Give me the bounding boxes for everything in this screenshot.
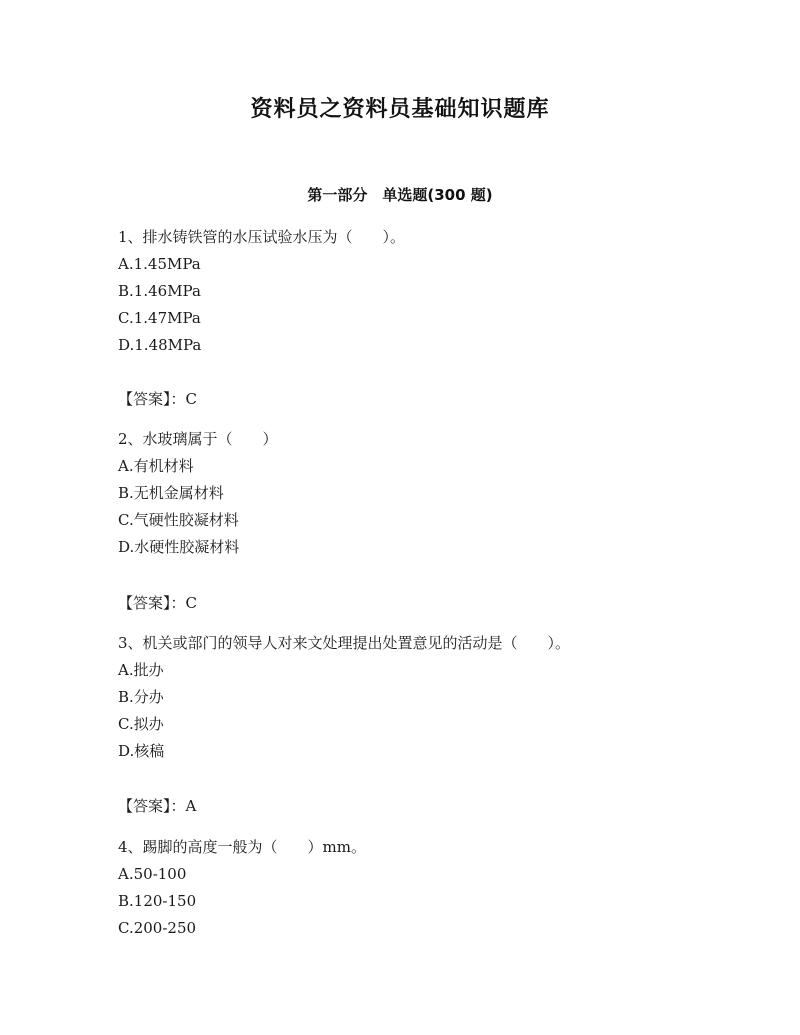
option-d: D.水硬性胶凝材料 bbox=[118, 538, 240, 556]
question-stem: 1、排水铸铁管的水压试验水压为（ ）。 bbox=[118, 228, 406, 246]
answer-line: 【答案】：C bbox=[118, 594, 197, 612]
option-c: C.拟办 bbox=[118, 715, 164, 733]
option-c: C.1.47MPa bbox=[118, 309, 201, 327]
option-d: D.核稿 bbox=[118, 742, 165, 760]
answer-line: 【答案】：A bbox=[118, 797, 197, 815]
answer-line: 【答案】：C bbox=[118, 390, 197, 408]
section-title: 第一部分 单选题(300 题) bbox=[307, 186, 493, 204]
option-a: A.有机材料 bbox=[118, 457, 194, 475]
option-b: B.1.46MPa bbox=[118, 282, 201, 300]
question-stem: 2、水玻璃属于（ ） bbox=[118, 430, 278, 448]
option-a: A.1.45MPa bbox=[118, 255, 201, 273]
question-stem: 4、踢脚的高度一般为（ ）mm。 bbox=[118, 838, 366, 856]
option-b: B.120-150 bbox=[118, 892, 197, 910]
option-b: B.分办 bbox=[118, 688, 164, 706]
option-a: A.批办 bbox=[118, 661, 164, 679]
option-c: C.气硬性胶凝材料 bbox=[118, 511, 239, 529]
option-a: A.50-100 bbox=[118, 865, 187, 883]
document-title: 资料员之资料员基础知识题库 bbox=[250, 97, 550, 122]
option-d: D.1.48MPa bbox=[118, 336, 202, 354]
option-c: C.200-250 bbox=[118, 919, 197, 937]
option-b: B.无机金属材料 bbox=[118, 484, 224, 502]
question-stem: 3、机关或部门的领导人对来文处理提出处置意见的活动是（ ）。 bbox=[118, 634, 571, 652]
